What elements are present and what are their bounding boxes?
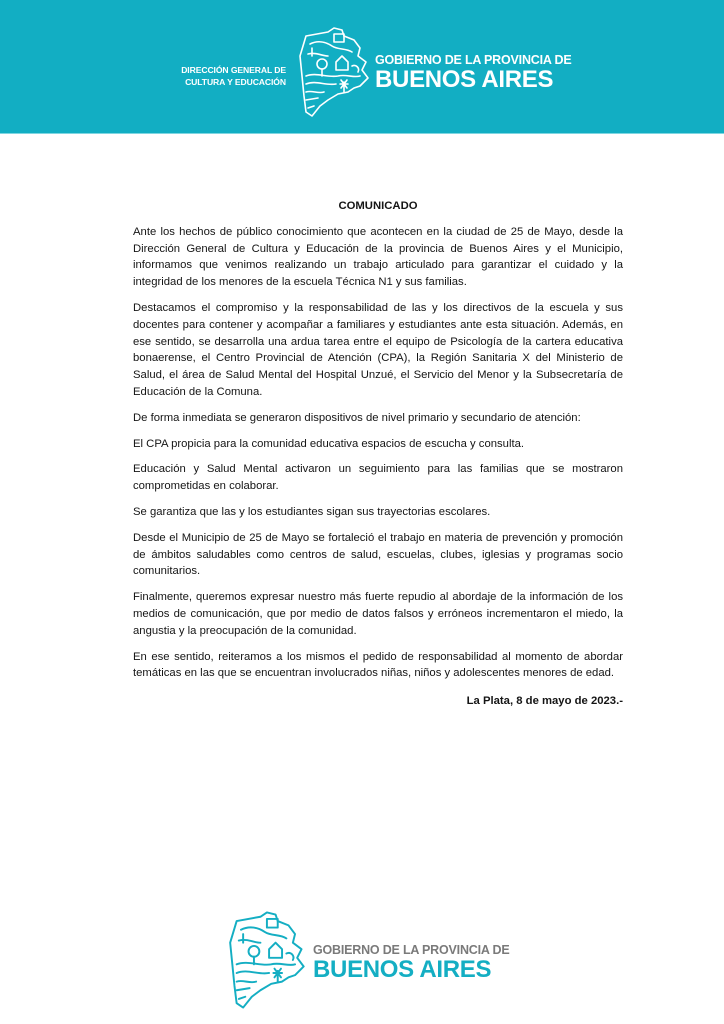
- document-body: [133, 198, 623, 710]
- paragraph: Desde el Municipio de 25 de Mayo se fortaleció el trabajo en materia de prevención y promoción de ámbitos saludables como centros de salud, escuelas, clubes, iglesias y programas socio comunitarios.: [133, 531, 623, 578]
- document-title: COMUNICADO: [338, 200, 418, 212]
- paragraph: Destacamos el compromiso y la responsabilidad de las y los directivos de la escuela y sus docentes para contener y acompañar a familiares y estudiantes ante esta situación. Además, en ese sentido, se desarrolla una ardua tarea entre el equipo de Psicología de la cartera educativa bonaerense, el Centro Provincial de Atención (CPA), la Región Sanitaria X del Ministerio de Salud, el área de Salud Mental del Hospital Unzué, el Servicio del Menor y la Subsecretaría de Educación de la Comuna.: [133, 301, 623, 398]
- government-wordmark-footer-line1: GOBIERNO DE LA PROVINCIA DE: [313, 943, 510, 957]
- paragraph: En ese sentido, reiteramos a los mismos el pedido de responsabilidad al momento de abordar temáticas en las que se encuentran involucrados niñas, niños y adolescentes menores de edad.: [133, 650, 623, 680]
- department-name-line2: CULTURA Y EDUCACIÓN: [185, 77, 286, 87]
- buenos-aires-province-map-icon: [298, 26, 372, 118]
- date-line: La Plata, 8 de mayo de 2023.-: [466, 695, 623, 708]
- department-name: [140, 64, 286, 88]
- government-wordmark-line2: BUENOS AIRES: [375, 66, 554, 93]
- government-wordmark-footer: [313, 943, 509, 983]
- footer-logo: [228, 908, 528, 1018]
- paragraph: El CPA propicia para la comunidad educativa espacios de escucha y consulta.: [133, 437, 525, 450]
- paragraph: De forma inmediata se generaron dispositivos de nivel primario y secundario de atención:: [133, 411, 581, 424]
- paragraph: Se garantiza que las y los estudiantes sigan sus trayectorias escolares.: [133, 505, 491, 518]
- government-wordmark: [375, 53, 571, 93]
- department-name-line1: DIRECCIÓN GENERAL DE: [181, 65, 286, 75]
- paragraph: Educación y Salud Mental activaron un seguimiento para las familias que se mostraron comprometidas en colaborar.: [133, 463, 623, 493]
- paragraph: Ante los hechos de público conocimiento que acontecen en la ciudad de 25 de Mayo, desde la Dirección General de Cultura y Educación de la provincia de Buenos Aires y el Municipio, informamos que venimos realizando un trabajo articulado para garantizar el cuidado y la integridad de los menores de la escuela Técnica N1 y sus familias.: [133, 225, 623, 289]
- letterhead-banner: [0, 0, 724, 134]
- paragraph: Finalmente, queremos expresar nuestro más fuerte repudio al abordaje de la información de los medios de comunicación, que por medio de datos falsos y erróneos incrementaron el miedo, la angustia y la preocupación de la comunidad.: [133, 591, 623, 637]
- government-wordmark-footer-line2: BUENOS AIRES: [313, 956, 492, 983]
- government-wordmark-line1: GOBIERNO DE LA PROVINCIA DE: [375, 53, 572, 67]
- buenos-aires-province-map-icon: [228, 908, 308, 1012]
